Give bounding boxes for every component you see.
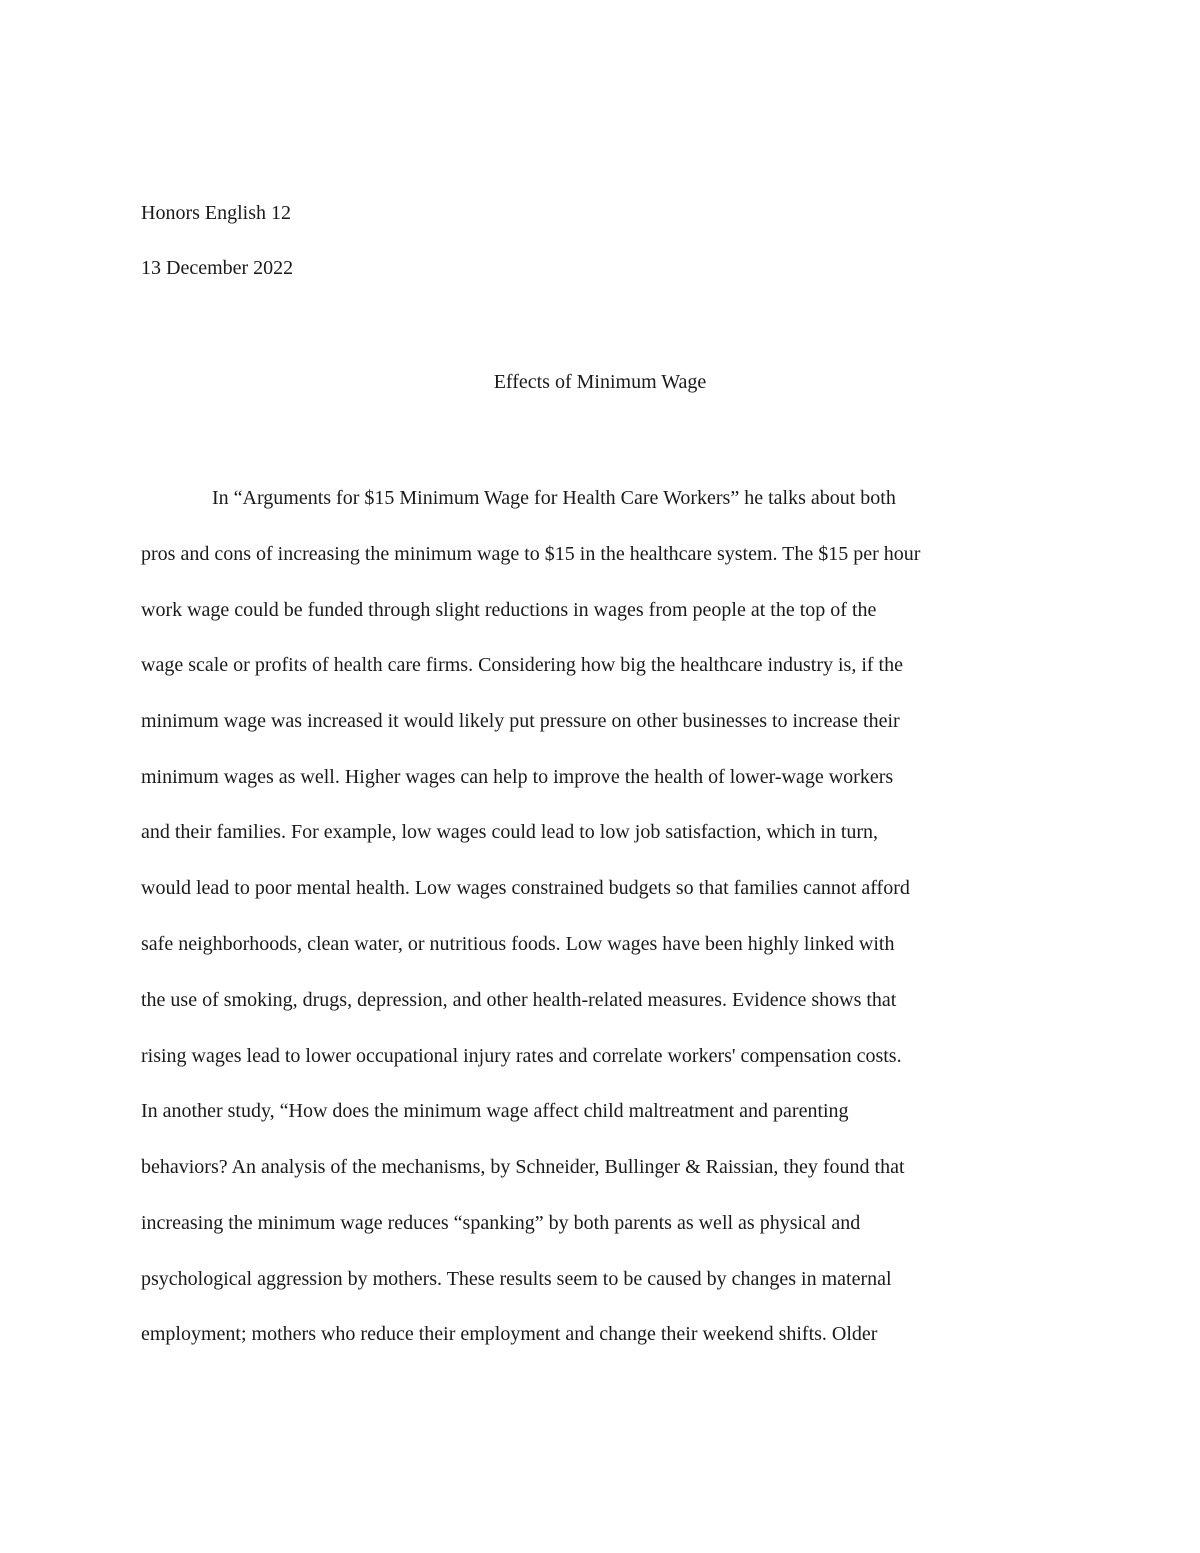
paragraph-line: safe neighborhoods, clean water, or nutritious foods. Low wages have been highly linked with	[141, 933, 895, 955]
course-name: Honors English 12	[141, 202, 291, 224]
paragraph-line: behaviors? An analysis of the mechanisms, by Schneider, Bullinger & Raissian, they found that	[141, 1156, 905, 1178]
paragraph-line: would lead to poor mental health. Low wages constrained budgets so that families cannot afford	[141, 877, 910, 899]
paragraph-line: minimum wage was increased it would likely put pressure on other businesses to increase their	[141, 710, 900, 732]
paragraph-line: increasing the minimum wage reduces “spanking” by both parents as well as physical and	[141, 1212, 861, 1234]
paragraph-line: wage scale or profits of health care firms. Considering how big the healthcare industry is, if the	[141, 654, 903, 676]
paragraph-line: In “Arguments for $15 Minimum Wage for Health Care Workers” he talks about both	[212, 487, 896, 509]
paragraph-line: minimum wages as well. Higher wages can help to improve the health of lower-wage workers	[141, 766, 894, 788]
paragraph-line: pros and cons of increasing the minimum wage to $15 in the healthcare system. The $15 per hour	[141, 543, 921, 565]
paragraph-line: work wage could be funded through slight reductions in wages from people at the top of the	[141, 599, 877, 621]
paragraph-line: and their families. For example, low wages could lead to low job satisfaction, which in turn,	[141, 821, 879, 843]
essay-title: Effects of Minimum Wage	[493, 371, 707, 393]
paragraph-line: the use of smoking, drugs, depression, and other health-related measures. Evidence shows that	[141, 989, 897, 1011]
paragraph-line: rising wages lead to lower occupational injury rates and correlate workers' compensation costs.	[141, 1045, 902, 1067]
essay-date: 13 December 2022	[141, 257, 294, 279]
paragraph-line: employment; mothers who reduce their employment and change their weekend shifts. Older	[141, 1323, 878, 1345]
paragraph-line: psychological aggression by mothers. These results seem to be caused by changes in maternal	[141, 1268, 892, 1290]
paragraph-line: In another study, “How does the minimum wage affect child maltreatment and parenting	[141, 1100, 849, 1122]
